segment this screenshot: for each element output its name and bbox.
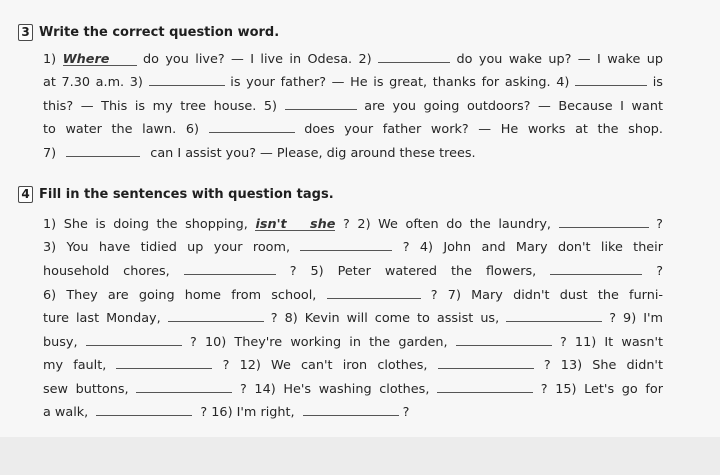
ex3-line-2: at 7.30 a.m. 3) is your father? — He is great, thanks for asking. 4) is xyxy=(43,71,663,92)
ex4-blank-4[interactable] xyxy=(184,260,276,275)
ex4-blank-9[interactable] xyxy=(86,331,182,346)
ex4-blank-3[interactable] xyxy=(300,236,392,251)
ex4-line-7: my fault, ? 12) We can't iron clothes, ? 13) She didn't xyxy=(43,354,663,375)
ex4-blank-2[interactable] xyxy=(559,213,649,228)
ex4-line-4: 6) They are going home from school, ? 7) Mary didn't dust the furni- xyxy=(43,284,663,305)
ex4-blank-10[interactable] xyxy=(456,331,552,346)
ex3-blank-2[interactable] xyxy=(378,48,450,63)
ex3-blank-6[interactable] xyxy=(209,118,295,133)
ex4-blank-12[interactable] xyxy=(438,354,534,369)
ex4-line-2: 3) You have tidied up your room, ? 4) John and Mary don't like their xyxy=(43,236,663,257)
ex4-line-5: ture last Monday, ? 8) Kevin will come to assist us, ? 9) I'm xyxy=(43,307,663,328)
exercise-3-title: Write the correct question word. xyxy=(39,24,280,40)
ex4-line-9: a walk, ? 16) I'm right, ? xyxy=(43,401,663,422)
exercise-4-title: Fill in the sentences with question tags. xyxy=(39,186,334,202)
ex3-line-1: 1) Where do you live? — I live in Odesa. 2) do you wake up? — I wake up xyxy=(43,48,663,69)
ex4-blank-5[interactable] xyxy=(550,260,642,275)
ex3-line-3: this? — This is my tree house. 5) are you going outdoors? — Because I want xyxy=(43,95,663,116)
ex4-blank-8[interactable] xyxy=(506,307,602,322)
ex4-line-8: sew buttons, ? 14) He's washing clothes, ? 15) Let's go for xyxy=(43,378,663,399)
ex4-example-answer: isn't she xyxy=(255,217,336,232)
ex4-blank-15[interactable] xyxy=(96,401,192,416)
ex4-blank-16[interactable] xyxy=(303,401,399,416)
ex3-blank-7[interactable] xyxy=(66,142,140,157)
ex4-blank-11[interactable] xyxy=(116,354,212,369)
ex3-blank-5[interactable] xyxy=(285,95,357,110)
ex3-blank-3[interactable] xyxy=(149,71,225,86)
ex3-line-5: 7) can I assist you? — Please, dig around these trees. xyxy=(43,142,663,163)
ex4-blank-7[interactable] xyxy=(168,307,264,322)
ex4-line-3: household chores, ? 5) Peter watered the flowers, ? xyxy=(43,260,663,281)
exercise-4-heading xyxy=(18,184,334,204)
ex4-line-6: busy, ? 10) They're working in the garden, ? 11) It wasn't xyxy=(43,331,663,352)
page-bottom-margin xyxy=(0,437,720,475)
ex3-blank-4[interactable] xyxy=(575,71,647,86)
ex4-blank-6[interactable] xyxy=(327,284,421,299)
exercise-3-heading xyxy=(18,22,279,42)
ex4-blank-13[interactable] xyxy=(136,378,232,393)
exercise-4-number: 4 xyxy=(18,186,33,203)
ex3-line-4: to water the lawn. 6) does your father work? — He works at the shop. xyxy=(43,118,663,139)
ex4-line-1: 1) She is doing the shopping, isn't she ? 2) We often do the laundry, ? xyxy=(43,213,663,234)
ex4-blank-14[interactable] xyxy=(437,378,533,393)
ex3-example-answer: Where xyxy=(63,51,137,66)
exercise-3-number: 3 xyxy=(18,24,33,41)
